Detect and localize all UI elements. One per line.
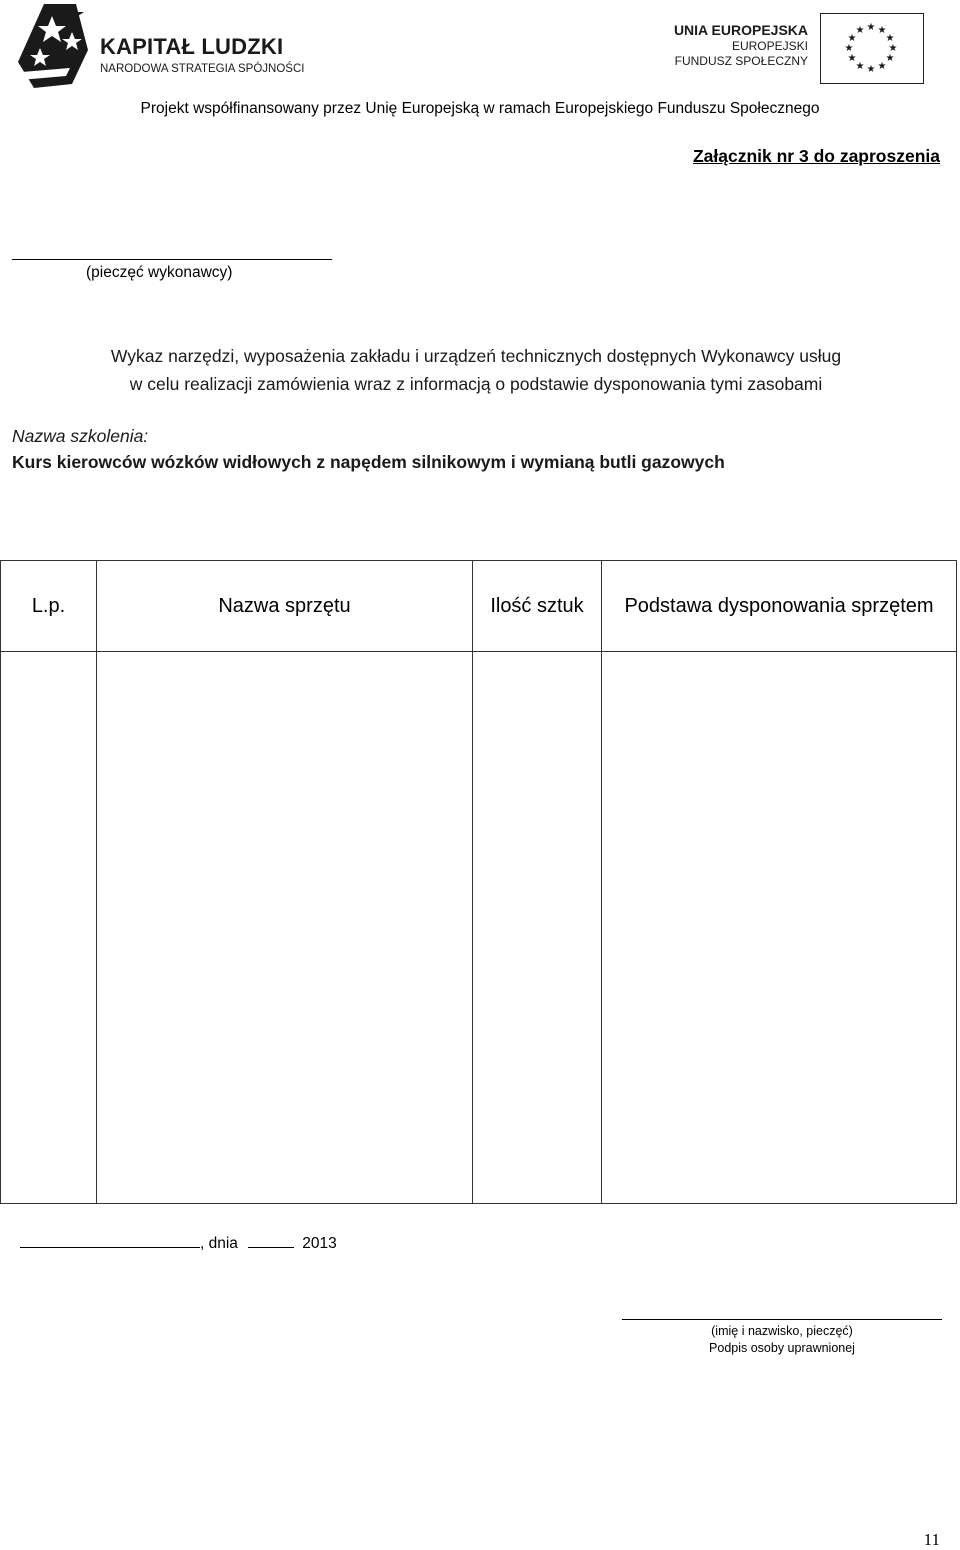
- stamp-signature-line: [12, 259, 332, 260]
- column-header-quantity: Ilość sztuk: [473, 561, 602, 652]
- place-blank[interactable]: [20, 1233, 200, 1248]
- project-cofinancing-line: Projekt współfinansowany przez Unię Europejską w ramach Europejskiego Funduszu Społecznego: [140, 100, 820, 117]
- date-year: 2013: [302, 1235, 337, 1252]
- cell-lp[interactable]: [1, 652, 97, 1204]
- svg-text:★: ★: [866, 64, 876, 75]
- svg-text:★: ★: [888, 43, 898, 54]
- svg-text:★: ★: [844, 43, 854, 54]
- eu-line-3: FUNDUSZ SPOŁECZNY: [674, 54, 808, 68]
- svg-text:★: ★: [877, 61, 887, 72]
- kapital-ludzki-emblem-icon: [14, 2, 104, 94]
- training-label: Nazwa szkolenia:: [12, 426, 149, 446]
- cell-quantity[interactable]: [473, 652, 602, 1204]
- date-word: , dnia: [200, 1235, 238, 1252]
- column-header-equipment-name: Nazwa sprzętu: [97, 561, 473, 652]
- heading-line-2: w celu realizacji zamówienia wraz z informacją o podstawie dysponowania tymi zasobami: [129, 374, 823, 394]
- svg-text:★: ★: [885, 53, 895, 64]
- eu-text-block: [674, 22, 808, 69]
- cell-disposal-basis[interactable]: [602, 652, 957, 1204]
- document-heading: [0, 342, 952, 398]
- svg-text:★: ★: [866, 22, 876, 33]
- eu-flag: [820, 13, 924, 84]
- eu-line-2: EUROPEJSKI: [731, 39, 808, 53]
- page-number: 11: [923, 1530, 940, 1549]
- kapital-ludzki-title: KAPITAŁ LUDZKI: [100, 34, 284, 59]
- signature-caption-block: [622, 1323, 942, 1357]
- table-row: [1, 652, 957, 1204]
- svg-text:★: ★: [855, 61, 865, 72]
- heading-line-1: Wykaz narzędzi, wyposażenia zakładu i urządzeń technicznych dostępnych Wykonawcy usług: [110, 346, 842, 366]
- column-header-disposal-basis: Podstawa dysponowania sprzętem: [602, 561, 957, 652]
- signature-role: Podpis osoby uprawnionej: [709, 1341, 855, 1355]
- column-header-lp: L.p.: [1, 561, 97, 652]
- svg-text:★: ★: [847, 33, 857, 44]
- svg-text:★: ★: [885, 33, 895, 44]
- kapital-ludzki-subtitle: NARODOWA STRATEGIA SPÓJNOŚCI: [100, 63, 305, 75]
- place-date-row: [20, 1233, 337, 1253]
- signature-line: [622, 1319, 942, 1320]
- date-blank[interactable]: [248, 1233, 294, 1248]
- stamp-label: (pieczęć wykonawcy): [86, 264, 233, 281]
- equipment-table: [0, 560, 957, 1204]
- eu-stars-icon: [821, 14, 922, 82]
- cell-equipment-name[interactable]: [97, 652, 473, 1204]
- eu-line-1: UNIA EUROPEJSKA: [673, 22, 808, 38]
- svg-text:★: ★: [847, 53, 857, 64]
- signature-caption: (imię i nazwisko, pieczęć): [711, 1324, 853, 1338]
- kapital-ludzki-logo: [14, 2, 314, 94]
- training-name: Kurs kierowców wózków widłowych z napędem silnikowym i wymianą butli gazowych: [12, 452, 725, 472]
- svg-text:★: ★: [855, 25, 865, 36]
- svg-text:★: ★: [877, 25, 887, 36]
- table-header-row: [1, 561, 957, 652]
- annex-label: Załącznik nr 3 do zaproszenia: [692, 146, 940, 166]
